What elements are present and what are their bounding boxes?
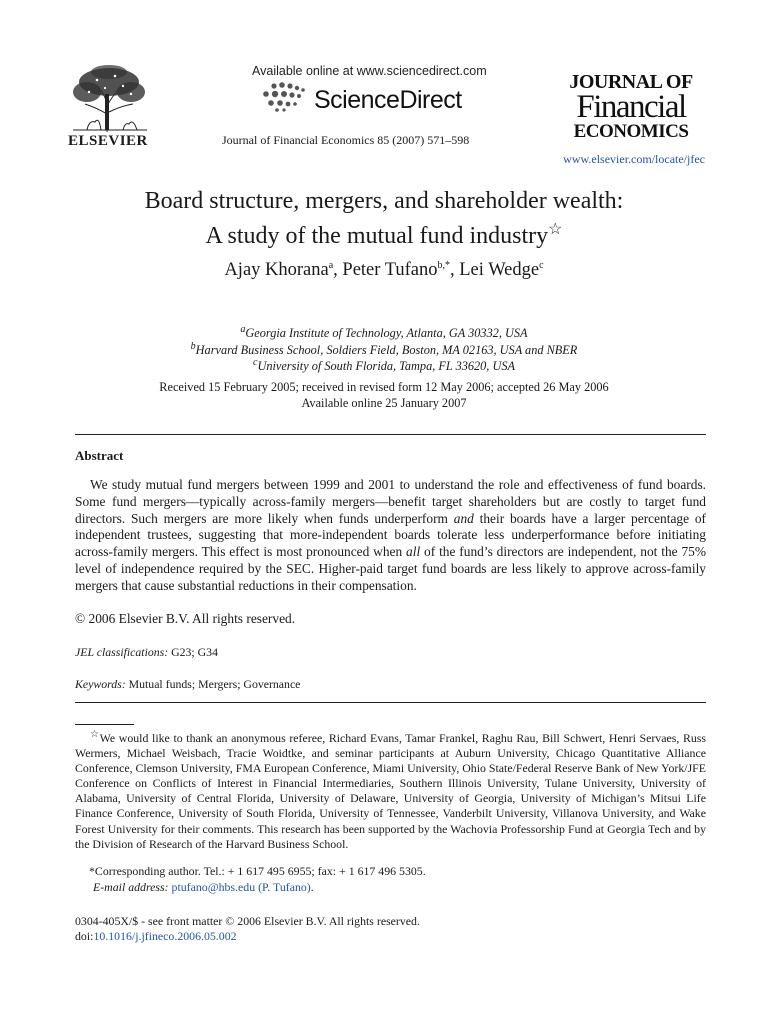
- acknowledgement-footnote: [75, 727, 706, 852]
- available-online-date: Available online 25 January 2007: [301, 396, 467, 410]
- article-title-line2: [0, 219, 768, 250]
- jel-classifications: [75, 645, 218, 660]
- keywords: [75, 677, 300, 692]
- email-address: [93, 880, 314, 895]
- affiliation-text: University of South Florida, Tampa, FL 33620, USA: [257, 359, 515, 374]
- author-separator: ,: [450, 260, 460, 281]
- author-list: [0, 260, 768, 281]
- email-label: E-mail address:: [93, 880, 169, 894]
- abstract-heading: Abstract: [75, 448, 124, 463]
- issn-front-matter: 0304-405X/$ - see front matter © 2006 Elsevier B.V. All rights reserved.: [75, 914, 420, 928]
- affiliation-mark: c: [252, 357, 258, 368]
- email-link[interactable]: ptufano@hbs.edu (P. Tufano): [171, 880, 311, 894]
- article-title-line1: Board structure, mergers, and shareholder wealth:: [144, 188, 624, 214]
- acknowledgement-text: We would like to thank an anonymous referee, Richard Evans, Tamar Frankel, Raghu Rau, Bill Schwert, Henri Servaes, Russ Wermers, Michael Weisbach, Tracie Woidtke, and seminar participants at Auburn University, Chicago Quantitative Alliance Conference, Clemson University, FMA European Conference, Miami University, Ohio State/Federal Reserve Bank of New York/JFE Conference on Conflicts of Interest in Financial Intermediaries, Southern Illinois University, Tulane University, University of Alabama, University of Central Florida, University of Delaware, University of Georgia, University of Michigan’s Mitsui Life Finance Conference, University of South Florida, University of Tennessee, Vanderbilt University, Villanova University, and Wake Forest University for their comments. This research has been supported by the Wachovia Professorship Fund at Georgia Tech and by the Division of Research of the Harvard Business School.: [75, 730, 706, 851]
- author-name: Lei Wedge: [459, 260, 540, 281]
- title-footnote-star-icon[interactable]: ☆: [548, 221, 563, 238]
- journal-citation: Journal of Financial Economics 85 (2007) 571–598: [222, 133, 470, 147]
- divider: [75, 702, 706, 703]
- doi-label: doi:: [75, 929, 94, 943]
- jel-value: G23; G34: [168, 645, 218, 659]
- abstract-copyright: © 2006 Elsevier B.V. All rights reserved.: [75, 611, 296, 626]
- sciencedirect-wordmark: ScienceDirect: [314, 86, 462, 114]
- author-affiliation-mark[interactable]: c: [539, 260, 544, 271]
- journal-logo-line2: Financial: [576, 89, 686, 125]
- abstract-emphasis: all: [406, 544, 421, 560]
- jel-label: JEL classifications:: [75, 645, 169, 659]
- publisher-name: ELSEVIER: [68, 133, 148, 149]
- footnote-rule: [75, 724, 134, 725]
- footnote-star-icon: ☆: [90, 729, 100, 740]
- journal-url-link[interactable]: www.elsevier.com/locate/jfec: [563, 152, 705, 166]
- affiliation-text: Georgia Institute of Technology, Atlanta, GA 30332, USA: [245, 326, 528, 341]
- corresponding-author-note: *Corresponding author. Tel.: + 1 617 495 6955; fax: + 1 617 496 5305.: [89, 864, 426, 878]
- affiliation-text: Harvard Business School, Soldiers Field, Boston, MA 02163, USA and NBER: [195, 343, 578, 358]
- doi-link[interactable]: 10.1016/j.jfineco.2006.05.002: [93, 929, 237, 943]
- abstract-text: their boards have a larger percentage of independent trustees, suggesting that more-independent boards tolerate less underperformance before initiating across-family mergers. This effect is most pronounced when: [75, 510, 706, 560]
- abstract-text: of the fund’s directors are independent, not the 75% level of independence required by the SEC. Higher-paid target fund boards are less likely to approve across-family mergers that cause substantial reductions in their compensation.: [75, 544, 706, 593]
- divider: [75, 434, 706, 435]
- affiliation: [0, 341, 768, 358]
- journal-logo: [557, 72, 705, 141]
- affiliation: [0, 324, 768, 341]
- author-separator: ,: [333, 260, 343, 281]
- abstract-text: We study mutual fund mergers between 1999 and 2001 to understand the role and effectiveness of fund boards. Some fund mergers—typically across-family mergers—benefit target shareholders but are costly to target fund directors. Such mergers are more likely when funds underperform: [75, 477, 706, 526]
- email-end: .: [310, 880, 314, 894]
- keywords-value: Mutual funds; Mergers; Governance: [125, 677, 301, 691]
- author-name: Ajay Khorana: [224, 260, 329, 281]
- affiliation-mark: a: [240, 324, 246, 335]
- sciencedirect-availability: Available online at www.sciencedirect.com: [252, 64, 487, 78]
- received-dates: Received 15 February 2005; received in revised form 12 May 2006; accepted 26 May 2006: [159, 380, 609, 394]
- author-affiliation-mark[interactable]: b,*: [437, 260, 450, 271]
- abstract-emphasis: and: [453, 510, 474, 526]
- keywords-label: Keywords:: [75, 677, 126, 691]
- sciencedirect-dots-icon: [262, 80, 310, 112]
- author-name: Peter Tufano: [342, 260, 438, 281]
- elsevier-tree-logo-icon: [67, 64, 151, 134]
- affiliation: [0, 357, 768, 374]
- affiliation-mark: b: [190, 341, 196, 352]
- author-affiliation-mark[interactable]: a: [328, 260, 334, 271]
- abstract-body: [75, 477, 706, 595]
- journal-logo-line3: ECONOMICS: [573, 121, 689, 142]
- journal-logo-line1: JOURNAL OF: [569, 71, 693, 93]
- doi: [75, 929, 237, 944]
- article-title-line2-text: A study of the mutual fund industry: [205, 223, 549, 249]
